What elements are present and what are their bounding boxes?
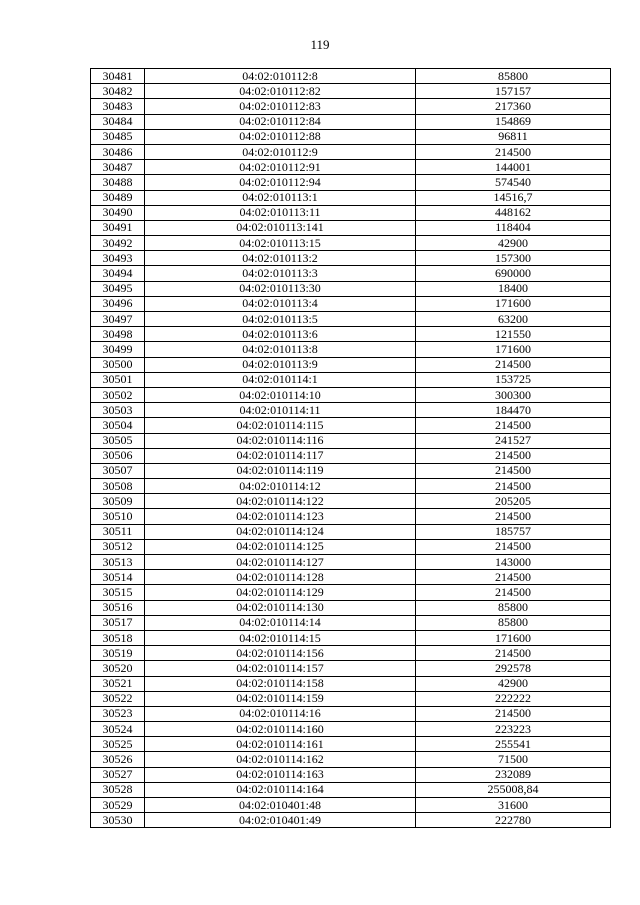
value-cell: 214500: [416, 144, 611, 159]
table-row: [91, 706, 611, 721]
table-row: [91, 372, 611, 387]
cadastral-number-cell: 04:02:010113:1: [145, 190, 416, 205]
cadastral-number-cell: 04:02:010113:11: [145, 205, 416, 220]
value-cell: 214500: [416, 463, 611, 478]
row-number-cell: 30510: [91, 509, 145, 524]
table-row: [91, 767, 611, 782]
table-row: [91, 479, 611, 494]
row-number-cell: 30507: [91, 463, 145, 478]
value-cell: 255541: [416, 737, 611, 752]
value-cell: 118404: [416, 220, 611, 235]
value-cell: 214500: [416, 570, 611, 585]
value-cell: 241527: [416, 433, 611, 448]
value-cell: 232089: [416, 767, 611, 782]
cadastral-number-cell: 04:02:010113:4: [145, 296, 416, 311]
cadastral-number-cell: 04:02:010112:8: [145, 69, 416, 84]
table-row: [91, 296, 611, 311]
table-row: [91, 236, 611, 251]
value-cell: 214500: [416, 479, 611, 494]
table-row: [91, 281, 611, 296]
table-row: [91, 69, 611, 84]
table-row: [91, 433, 611, 448]
value-cell: 214500: [416, 585, 611, 600]
table-row: [91, 539, 611, 554]
cadastral-number-cell: 04:02:010114:157: [145, 661, 416, 676]
table-row: [91, 129, 611, 144]
row-number-cell: 30519: [91, 646, 145, 661]
row-number-cell: 30492: [91, 236, 145, 251]
value-cell: 300300: [416, 387, 611, 402]
table-row: [91, 342, 611, 357]
table-row: [91, 752, 611, 767]
table-row: [91, 676, 611, 691]
value-cell: 63200: [416, 312, 611, 327]
row-number-cell: 30491: [91, 220, 145, 235]
table-row: [91, 798, 611, 813]
table-row: [91, 615, 611, 630]
row-number-cell: 30521: [91, 676, 145, 691]
row-number-cell: 30516: [91, 600, 145, 615]
value-cell: 153725: [416, 372, 611, 387]
cadastral-number-cell: 04:02:010113:30: [145, 281, 416, 296]
table-row: [91, 661, 611, 676]
value-cell: 214500: [416, 418, 611, 433]
value-cell: 154869: [416, 114, 611, 129]
cadastral-number-cell: 04:02:010114:116: [145, 433, 416, 448]
value-cell: 205205: [416, 494, 611, 509]
row-number-cell: 30486: [91, 144, 145, 159]
table-row: [91, 357, 611, 372]
value-cell: 214500: [416, 509, 611, 524]
value-cell: 214500: [416, 448, 611, 463]
table-row: [91, 190, 611, 205]
row-number-cell: 30500: [91, 357, 145, 372]
row-number-cell: 30508: [91, 479, 145, 494]
row-number-cell: 30496: [91, 296, 145, 311]
cadastral-number-cell: 04:02:010114:163: [145, 767, 416, 782]
table-row: [91, 813, 611, 828]
row-number-cell: 30488: [91, 175, 145, 190]
cadastral-number-cell: 04:02:010112:9: [145, 144, 416, 159]
table-row: [91, 524, 611, 539]
cadastral-number-cell: 04:02:010112:82: [145, 84, 416, 99]
row-number-cell: 30515: [91, 585, 145, 600]
cadastral-number-cell: 04:02:010401:48: [145, 798, 416, 813]
row-number-cell: 30494: [91, 266, 145, 281]
row-number-cell: 30513: [91, 555, 145, 570]
row-number-cell: 30529: [91, 798, 145, 813]
table-row: [91, 782, 611, 797]
table-row: [91, 403, 611, 418]
value-cell: 42900: [416, 676, 611, 691]
cadastral-number-cell: 04:02:010114:1: [145, 372, 416, 387]
table-row: [91, 555, 611, 570]
row-number-cell: 30527: [91, 767, 145, 782]
value-cell: 185757: [416, 524, 611, 539]
table-row: [91, 691, 611, 706]
cadastral-number-cell: 04:02:010113:15: [145, 236, 416, 251]
cadastral-number-cell: 04:02:010114:122: [145, 494, 416, 509]
cadastral-number-cell: 04:02:010114:12: [145, 479, 416, 494]
row-number-cell: 30505: [91, 433, 145, 448]
row-number-cell: 30497: [91, 312, 145, 327]
cadastral-number-cell: 04:02:010113:2: [145, 251, 416, 266]
table-row: [91, 570, 611, 585]
value-cell: 85800: [416, 69, 611, 84]
row-number-cell: 30495: [91, 281, 145, 296]
row-number-cell: 30481: [91, 69, 145, 84]
row-number-cell: 30484: [91, 114, 145, 129]
value-cell: 217360: [416, 99, 611, 114]
cadastral-number-cell: 04:02:010114:14: [145, 615, 416, 630]
value-cell: 292578: [416, 661, 611, 676]
cadastral-number-cell: 04:02:010114:123: [145, 509, 416, 524]
row-number-cell: 30506: [91, 448, 145, 463]
cadastral-number-cell: 04:02:010401:49: [145, 813, 416, 828]
cadastral-number-cell: 04:02:010112:84: [145, 114, 416, 129]
cadastral-number-cell: 04:02:010113:8: [145, 342, 416, 357]
cadastral-number-cell: 04:02:010113:3: [145, 266, 416, 281]
value-cell: 223223: [416, 722, 611, 737]
row-number-cell: 30530: [91, 813, 145, 828]
table-row: [91, 205, 611, 220]
table-row: [91, 175, 611, 190]
value-cell: 71500: [416, 752, 611, 767]
row-number-cell: 30520: [91, 661, 145, 676]
row-number-cell: 30504: [91, 418, 145, 433]
cadastral-number-cell: 04:02:010114:161: [145, 737, 416, 752]
table-row: [91, 418, 611, 433]
row-number-cell: 30512: [91, 539, 145, 554]
row-number-cell: 30503: [91, 403, 145, 418]
cadastral-number-cell: 04:02:010114:10: [145, 387, 416, 402]
cadastral-number-cell: 04:02:010114:119: [145, 463, 416, 478]
value-cell: 222780: [416, 813, 611, 828]
cadastral-number-cell: 04:02:010114:130: [145, 600, 416, 615]
table-row: [91, 600, 611, 615]
table-row: [91, 114, 611, 129]
value-cell: 96811: [416, 129, 611, 144]
value-cell: 255008,84: [416, 782, 611, 797]
row-number-cell: 30522: [91, 691, 145, 706]
cadastral-number-cell: 04:02:010114:127: [145, 555, 416, 570]
table-row: [91, 448, 611, 463]
cadastral-number-cell: 04:02:010114:124: [145, 524, 416, 539]
value-cell: 184470: [416, 403, 611, 418]
table-row: [91, 509, 611, 524]
cadastral-number-cell: 04:02:010112:83: [145, 99, 416, 114]
row-number-cell: 30498: [91, 327, 145, 342]
value-cell: 574540: [416, 175, 611, 190]
value-cell: 171600: [416, 630, 611, 645]
cadastral-number-cell: 04:02:010114:15: [145, 630, 416, 645]
table-body: [91, 69, 611, 828]
cadastral-number-cell: 04:02:010114:16: [145, 706, 416, 721]
value-cell: 144001: [416, 160, 611, 175]
row-number-cell: 30485: [91, 129, 145, 144]
row-number-cell: 30493: [91, 251, 145, 266]
cadastral-number-cell: 04:02:010114:125: [145, 539, 416, 554]
row-number-cell: 30501: [91, 372, 145, 387]
cadastral-number-cell: 04:02:010114:117: [145, 448, 416, 463]
table-row: [91, 387, 611, 402]
value-cell: 214500: [416, 646, 611, 661]
row-number-cell: 30483: [91, 99, 145, 114]
row-number-cell: 30511: [91, 524, 145, 539]
cadastral-number-cell: 04:02:010113:9: [145, 357, 416, 372]
table-row: [91, 312, 611, 327]
table-row: [91, 99, 611, 114]
value-cell: 214500: [416, 706, 611, 721]
cadastral-value-table: [90, 68, 611, 828]
cadastral-number-cell: 04:02:010113:141: [145, 220, 416, 235]
row-number-cell: 30524: [91, 722, 145, 737]
cadastral-number-cell: 04:02:010114:158: [145, 676, 416, 691]
page-number: 119: [310, 37, 330, 52]
cadastral-number-cell: 04:02:010114:11: [145, 403, 416, 418]
row-number-cell: 30514: [91, 570, 145, 585]
table-row: [91, 84, 611, 99]
cadastral-number-cell: 04:02:010114:115: [145, 418, 416, 433]
row-number-cell: 30518: [91, 630, 145, 645]
table-row: [91, 266, 611, 281]
cadastral-number-cell: 04:02:010114:159: [145, 691, 416, 706]
row-number-cell: 30499: [91, 342, 145, 357]
table-row: [91, 494, 611, 509]
cadastral-number-cell: 04:02:010114:160: [145, 722, 416, 737]
row-number-cell: 30487: [91, 160, 145, 175]
cadastral-number-cell: 04:02:010114:128: [145, 570, 416, 585]
row-number-cell: 30523: [91, 706, 145, 721]
value-cell: 171600: [416, 296, 611, 311]
cadastral-number-cell: 04:02:010112:88: [145, 129, 416, 144]
row-number-cell: 30502: [91, 387, 145, 402]
cadastral-number-cell: 04:02:010112:91: [145, 160, 416, 175]
value-cell: 690000: [416, 266, 611, 281]
value-cell: 121550: [416, 327, 611, 342]
value-cell: 31600: [416, 798, 611, 813]
cadastral-number-cell: 04:02:010114:162: [145, 752, 416, 767]
row-number-cell: 30490: [91, 205, 145, 220]
table-row: [91, 160, 611, 175]
cadastral-number-cell: 04:02:010114:156: [145, 646, 416, 661]
row-number-cell: 30489: [91, 190, 145, 205]
row-number-cell: 30509: [91, 494, 145, 509]
table-row: [91, 722, 611, 737]
table-row: [91, 251, 611, 266]
value-cell: 214500: [416, 539, 611, 554]
table-row: [91, 463, 611, 478]
row-number-cell: 30525: [91, 737, 145, 752]
value-cell: 14516,7: [416, 190, 611, 205]
table-row: [91, 585, 611, 600]
table-row: [91, 646, 611, 661]
value-cell: 171600: [416, 342, 611, 357]
table-row: [91, 327, 611, 342]
value-cell: 85800: [416, 615, 611, 630]
row-number-cell: 30528: [91, 782, 145, 797]
table-row: [91, 737, 611, 752]
table-row: [91, 630, 611, 645]
row-number-cell: 30526: [91, 752, 145, 767]
cadastral-number-cell: 04:02:010112:94: [145, 175, 416, 190]
value-cell: 157300: [416, 251, 611, 266]
table-row: [91, 220, 611, 235]
cadastral-number-cell: 04:02:010114:129: [145, 585, 416, 600]
table-row: [91, 144, 611, 159]
cadastral-number-cell: 04:02:010114:164: [145, 782, 416, 797]
cadastral-number-cell: 04:02:010113:6: [145, 327, 416, 342]
value-cell: 42900: [416, 236, 611, 251]
row-number-cell: 30517: [91, 615, 145, 630]
value-cell: 143000: [416, 555, 611, 570]
value-cell: 157157: [416, 84, 611, 99]
value-cell: 85800: [416, 600, 611, 615]
cadastral-number-cell: 04:02:010113:5: [145, 312, 416, 327]
value-cell: 448162: [416, 205, 611, 220]
value-cell: 222222: [416, 691, 611, 706]
value-cell: 214500: [416, 357, 611, 372]
value-cell: 18400: [416, 281, 611, 296]
row-number-cell: 30482: [91, 84, 145, 99]
